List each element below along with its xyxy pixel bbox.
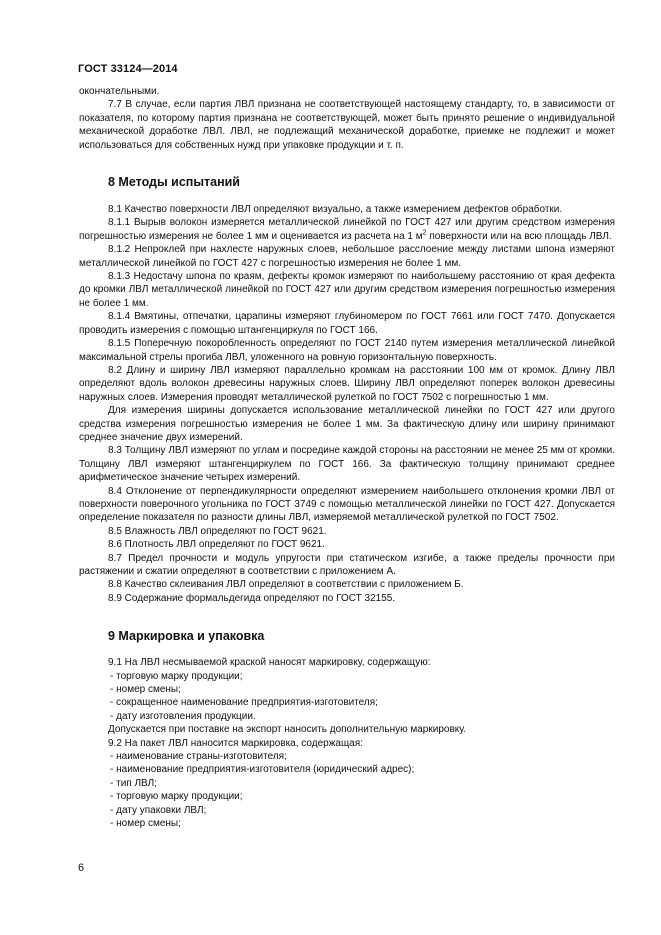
paragraph-9-2: 9.2 На пакет ЛВЛ наносится маркировка, содержащая: xyxy=(108,737,363,749)
paragraph-8-8: 8.8 Качество склеивания ЛВЛ определяют в соответствии с приложением Б. xyxy=(108,579,464,591)
paragraph-8-3: 8.3 Толщину ЛВЛ измеряют по углам и посредине каждой стороны на расстоянии не менее 25 мм от кромки. Толщину ЛВЛ измеряют штангенциркулем по ГОСТ 166. За фактическую толщину принимают среднее арифметическое значение четырех измерений. xyxy=(79,445,615,484)
standard-header: ГОСТ 33124—2014 xyxy=(78,63,178,75)
paragraph-8-1-2: 8.1.2 Непроклей при нахлесте наружных слоев, небольшое расслоение между листами шпона измеряют металлической линейкой по ГОСТ 427 с погрешностью измерения не более 1 мм. xyxy=(79,244,615,269)
paragraph-8-5: 8.5 Влажность ЛВЛ определяют по ГОСТ 9621. xyxy=(108,525,327,537)
paragraph-8-4: 8.4 Отклонение от перпендикулярности определяют измерением наибольшего отклонения кромки ЛВЛ от поверхности поверочного угольника по ГОСТ 3749 с помощью металлической линейки по ГОСТ 427. Допускается определение показателя по разности длины ЛВЛ, измеряемой металлической рулеткой по ГОСТ 7502. xyxy=(79,485,615,524)
paragraph-8-6: 8.6 Плотность ЛВЛ определяют по ГОСТ 9621. xyxy=(108,539,325,551)
list-item: - тип ЛВЛ; xyxy=(110,777,157,789)
paragraph-8-1-4: 8.1.4 Вмятины, отпечатки, царапины измеряют глубиномером по ГОСТ 7661 или ГОСТ 7470. Допускается проводить измерения с помощью штангенциркуля по ГОСТ 166. xyxy=(79,311,615,336)
paragraph-8-1-1 xyxy=(79,216,615,243)
superscript-2: 2 xyxy=(422,229,427,237)
page-number: 6 xyxy=(78,862,85,874)
document-body xyxy=(79,85,615,831)
paragraph-8-1-5: 8.1.5 Поперечную покоробленность определяют по ГОСТ 2140 путем измерения металлической линейкой максимальной стрелы прогиба ЛВЛ, уложенного на ровную горизонтальную поверхность. xyxy=(79,338,615,363)
list-item: - сокращенное наименование предприятия-изготовителя; xyxy=(110,697,378,709)
paragraph-8-7: 8.7 Предел прочности и модуль упругости при статическом изгибе, а также пределы прочности при растяжении и сжатии определяют в соответствии с приложением А. xyxy=(79,552,615,577)
paragraph-8-2-width: Для измерения ширины допускается использование металлической линейки по ГОСТ 427 или другого средства измерения погрешностью измерения не более 1 мм. За фактическую длину или ширину принимают среднее значение двух измерений. xyxy=(79,405,615,443)
list-item: - номер смены; xyxy=(110,684,181,696)
paragraph-8-1: 8.1 Качество поверхности ЛВЛ определяют визуально, а также измерением дефектов обработки. xyxy=(108,204,563,216)
list-item: - торговую марку продукции; xyxy=(110,791,243,803)
paragraph-8-1-1-text-a: 8.1.1 Вырыв волокон измеряется металлической линейкой по ГОСТ 427 или другим средством измерения погрешностью измерения не более 1 мм и оценивается из расчета на 1 м xyxy=(79,217,615,242)
continuation-text: окончательными. xyxy=(79,86,160,97)
list-item: - торговую марку продукции; xyxy=(110,670,243,682)
paragraph-9-1: 9.1 На ЛВЛ несмываемой краской наносят маркировку, содержащую: xyxy=(108,657,431,669)
list-item: - номер смены; xyxy=(110,818,181,830)
list-item: - наименование страны-изготовителя; xyxy=(110,751,287,763)
list-item: - дату упаковки ЛВЛ; xyxy=(110,804,207,816)
paragraph-8-9: 8.9 Содержание формальдегида определяют по ГОСТ 32155. xyxy=(108,592,396,604)
paragraph-8-2: 8.2 Длину и ширину ЛВЛ измеряют параллельно кромкам на расстоянии 100 мм от кромок. Длину ЛВЛ определяют вдоль волокон древесины наружных слоев. Ширину ЛВЛ определяют поперек волокон древесины наружных слоев. Измерения проводят металлической рулеткой по ГОСТ 7502 с погрешностью 1 мм. xyxy=(79,364,615,403)
paragraph-8-1-3: 8.1.3 Недостачу шпона по краям, дефекты кромок измеряют по наибольшему расстоянию от края дефекта до кромки ЛВЛ металлической линейкой по ГОСТ 427 или другим средством измерения погрешностью измерения не более 1 мм. xyxy=(79,271,615,309)
section-8-title: 8 Методы испытаний xyxy=(108,175,240,190)
paragraph-9-1-export: Допускается при поставке на экспорт наносить дополнительную маркировку. xyxy=(108,724,467,736)
paragraph-8-1-1-text-b: поверхности или на всю площадь ЛВЛ. xyxy=(426,230,612,242)
paragraph-7-7: 7.7 В случае, если партия ЛВЛ признана не соответствующей настоящему стандарту, то, в зависимости от показателя, по которому партия признана не соответствующей, может быть принято решение о индивидуальной механической доработке ЛВЛ. ЛВЛ, не подлежащий механической доработке, приемке не подлежит и может использоваться для собственных нужд при упаковке продукции и т. п. xyxy=(79,99,615,151)
list-item: - дату изготовления продукции. xyxy=(110,710,256,722)
section-9-title: 9 Маркировка и упаковка xyxy=(108,629,265,644)
list-item: - наименование предприятия-изготовителя (юридический адрес); xyxy=(110,764,415,776)
